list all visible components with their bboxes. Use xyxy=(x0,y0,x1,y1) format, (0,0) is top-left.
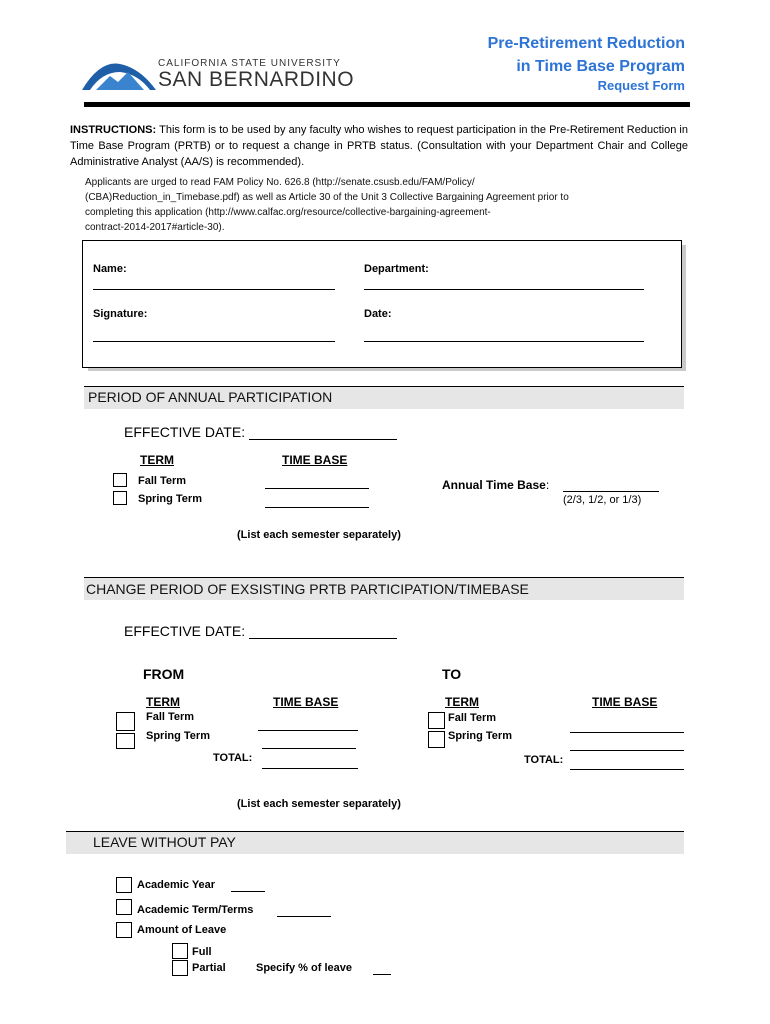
annual-time-base-field[interactable] xyxy=(563,491,659,492)
form-subtitle: Request Form xyxy=(597,78,685,93)
policy-note-line: Applicants are urged to read FAM Policy No. 626.8 (http://senate.csusb.edu/FAM/Policy/ xyxy=(85,177,475,188)
policy-note xyxy=(85,175,685,235)
annual-list-note: (List each semester separately) xyxy=(237,529,401,541)
header-rule xyxy=(84,102,690,107)
signature-label: Signature: xyxy=(93,308,148,320)
amount-of-leave-label: Amount of Leave xyxy=(137,924,227,936)
form-title-line1: Pre-Retirement Reduction xyxy=(487,35,685,52)
from-time-base-header: TIME BASE xyxy=(273,695,339,709)
annual-effective-date-label: EFFECTIVE DATE: xyxy=(124,424,246,440)
annual-time-base-colon: : xyxy=(545,478,550,492)
academic-year-checkbox[interactable] xyxy=(116,877,132,893)
annual-fall-term-checkbox[interactable] xyxy=(113,473,127,487)
to-time-base-header: TIME BASE xyxy=(592,695,658,709)
date-field[interactable] xyxy=(364,341,644,342)
annual-spring-term-label: Spring Term xyxy=(138,493,202,505)
instructions-label: INSTRUCTIONS: xyxy=(70,124,157,136)
to-fall-term-checkbox[interactable] xyxy=(428,712,445,729)
applicant-box xyxy=(82,240,682,368)
policy-note-line: contract-2014-2017#article-30). xyxy=(85,222,225,233)
policy-note-line: (CBA)Reduction_in_Timebase.pdf) as well as Article 30 of the Unit 3 Collective Bargaining Agreement prior to xyxy=(85,192,569,203)
change-effective-date-label: EFFECTIVE DATE: xyxy=(124,623,246,639)
from-term-header: TERM xyxy=(146,695,180,709)
from-total-field[interactable] xyxy=(262,768,358,769)
department-field[interactable] xyxy=(364,289,644,290)
to-total-label: TOTAL: xyxy=(524,754,564,766)
to-label: TO xyxy=(442,666,462,682)
signature-field[interactable] xyxy=(93,341,335,342)
from-fall-term-label: Fall Term xyxy=(146,711,195,723)
form-title-line2: in Time Base Program xyxy=(516,58,685,75)
instructions-text: This form is to be used by any faculty who wishes to request participation in the Pre-Retirement Reduction in Time Base Program (PRTB) or to request a change in PRTB status. (Consultation with your Department Chair and College Administrative Analyst (AA/S) is recommended). xyxy=(70,124,688,168)
specify-percent-field[interactable] xyxy=(373,974,391,975)
academic-term-label: Academic Term/Terms xyxy=(137,904,254,916)
change-section-title: CHANGE PERIOD OF EXSISTING PRTB PARTICIPATION/TIMEBASE xyxy=(86,581,529,597)
from-spring-time-base-field[interactable] xyxy=(262,748,356,749)
from-label: FROM xyxy=(143,666,185,682)
annual-time-base-label xyxy=(442,478,549,492)
annual-fall-time-base-field[interactable] xyxy=(265,488,369,489)
to-fall-term-label: Fall Term xyxy=(448,712,497,724)
full-leave-checkbox[interactable] xyxy=(172,943,188,959)
annual-options-hint: (2/3, 1/2, or 1/3) xyxy=(563,494,642,506)
partial-leave-checkbox[interactable] xyxy=(172,960,188,976)
instructions xyxy=(70,122,688,170)
annual-term-header: TERM xyxy=(140,453,174,467)
partial-leave-label: Partial xyxy=(192,962,226,974)
academic-term-checkbox[interactable] xyxy=(116,899,132,915)
annual-section-title: PERIOD OF ANNUAL PARTICIPATION xyxy=(88,389,333,405)
to-spring-time-base-field[interactable] xyxy=(570,750,684,751)
to-fall-time-base-field[interactable] xyxy=(570,732,684,733)
specify-percent-label: Specify % of leave xyxy=(256,962,352,974)
annual-time-base-header: TIME BASE xyxy=(282,453,348,467)
mountain-logo-icon xyxy=(80,56,158,92)
annual-time-base-text: Annual Time Base xyxy=(442,478,546,492)
academic-term-field[interactable] xyxy=(277,916,331,917)
annual-fall-term-label: Fall Term xyxy=(138,475,187,487)
change-effective-date-field[interactable] xyxy=(249,638,397,639)
to-term-header: TERM xyxy=(445,695,479,709)
from-fall-term-checkbox[interactable] xyxy=(116,712,135,731)
policy-note-line: completing this application (http://www.calfac.org/resource/collective-bargaining-agreement- xyxy=(85,207,491,218)
university-logo xyxy=(80,56,355,92)
name-field[interactable] xyxy=(93,289,335,290)
amount-of-leave-checkbox[interactable] xyxy=(116,922,132,938)
academic-year-label: Academic Year xyxy=(137,879,216,891)
university-line: CALIFORNIA STATE UNIVERSITY xyxy=(158,58,341,69)
annual-spring-term-checkbox[interactable] xyxy=(113,491,127,505)
to-spring-term-label: Spring Term xyxy=(448,730,512,742)
from-total-label: TOTAL: xyxy=(213,752,253,764)
full-leave-label: Full xyxy=(192,946,212,958)
from-spring-term-checkbox[interactable] xyxy=(116,733,135,749)
name-label: Name: xyxy=(93,263,127,275)
annual-effective-date-field[interactable] xyxy=(249,439,397,440)
academic-year-field[interactable] xyxy=(231,891,265,892)
to-total-field[interactable] xyxy=(570,769,684,770)
to-spring-term-checkbox[interactable] xyxy=(428,731,445,748)
lwop-section-title: LEAVE WITHOUT PAY xyxy=(93,834,236,850)
campus-name: SAN BERNARDINO xyxy=(158,68,355,91)
from-spring-term-label: Spring Term xyxy=(146,730,210,742)
change-list-note: (List each semester separately) xyxy=(237,798,401,810)
date-label: Date: xyxy=(364,308,392,320)
from-fall-time-base-field[interactable] xyxy=(258,730,358,731)
department-label: Department: xyxy=(364,263,429,275)
annual-spring-time-base-field[interactable] xyxy=(265,507,369,508)
